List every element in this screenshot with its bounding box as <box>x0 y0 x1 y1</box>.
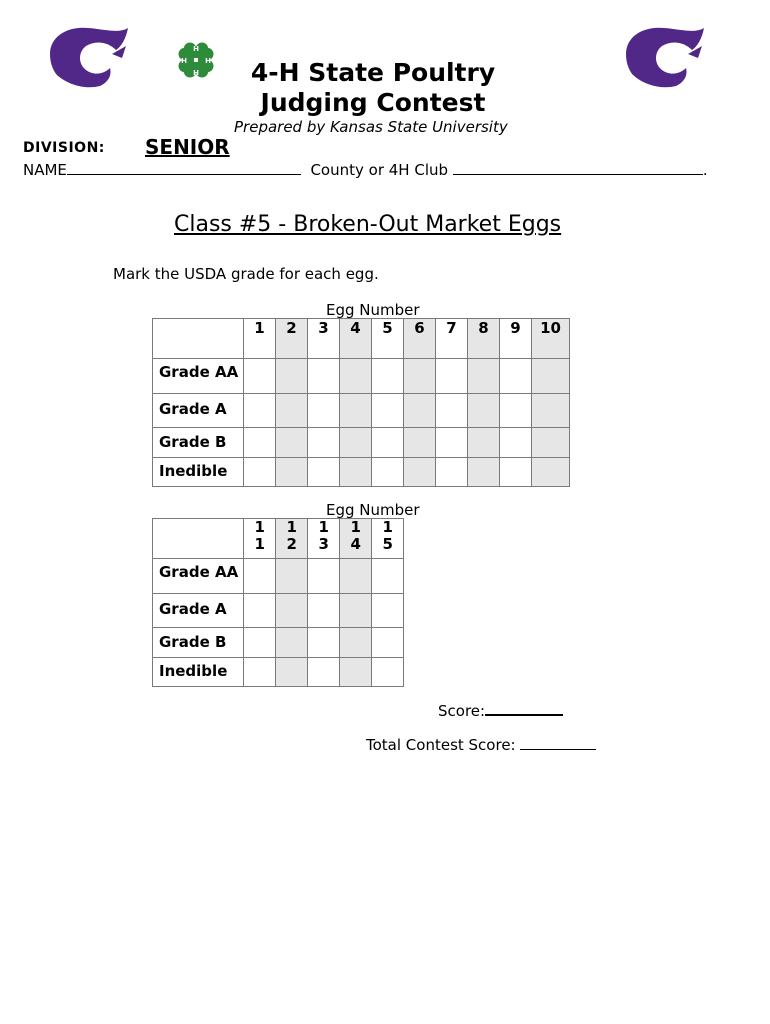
mark-cell[interactable] <box>244 359 276 394</box>
grade-label: Grade A <box>153 394 244 428</box>
grade-row <box>153 458 570 487</box>
score-blank[interactable] <box>485 700 563 716</box>
mark-cell[interactable] <box>244 428 276 458</box>
grade-row <box>153 628 404 658</box>
egg-number: 10 <box>532 319 570 359</box>
mark-cell[interactable] <box>276 559 308 594</box>
egg-number: 8 <box>468 319 500 359</box>
mark-cell[interactable] <box>244 658 276 687</box>
grade-label: Grade B <box>153 428 244 458</box>
mark-cell[interactable] <box>340 359 372 394</box>
mark-cell[interactable] <box>468 394 500 428</box>
mark-cell[interactable] <box>340 658 372 687</box>
mark-cell[interactable] <box>468 428 500 458</box>
egg-number: 15 <box>372 519 404 559</box>
egg-number: 5 <box>372 319 404 359</box>
svg-text:H: H <box>193 45 199 53</box>
mark-cell[interactable] <box>372 359 404 394</box>
mark-cell[interactable] <box>308 594 340 628</box>
county-blank[interactable] <box>453 160 703 175</box>
mark-cell[interactable] <box>308 359 340 394</box>
mark-cell[interactable] <box>276 628 308 658</box>
mark-cell[interactable] <box>244 394 276 428</box>
mark-cell[interactable] <box>468 359 500 394</box>
mark-cell[interactable] <box>468 458 500 487</box>
grade-label: Inedible <box>153 658 244 687</box>
mark-cell[interactable] <box>340 394 372 428</box>
mark-cell[interactable] <box>340 628 372 658</box>
name-blank[interactable] <box>67 160 301 175</box>
egg-number: 1 <box>244 319 276 359</box>
mark-cell[interactable] <box>372 594 404 628</box>
name-label: NAME <box>23 161 67 179</box>
mark-cell[interactable] <box>244 559 276 594</box>
mark-cell[interactable] <box>500 359 532 394</box>
score-line <box>438 700 563 720</box>
instructions: Mark the USDA grade for each egg. <box>113 265 379 283</box>
mark-cell[interactable] <box>404 359 436 394</box>
grade-label: Grade AA <box>153 559 244 594</box>
egg-number: 7 <box>436 319 468 359</box>
corner-cell <box>153 519 244 559</box>
grade-row <box>153 359 570 394</box>
grade-row <box>153 394 570 428</box>
mark-cell[interactable] <box>340 428 372 458</box>
total-score-blank[interactable] <box>520 735 596 750</box>
mark-cell[interactable] <box>372 559 404 594</box>
mark-cell[interactable] <box>404 394 436 428</box>
mark-cell[interactable] <box>500 394 532 428</box>
mark-cell[interactable] <box>500 458 532 487</box>
egg-number-row <box>153 319 570 359</box>
mark-cell[interactable] <box>340 559 372 594</box>
mark-cell[interactable] <box>436 394 468 428</box>
egg-number: 6 <box>404 319 436 359</box>
mark-cell[interactable] <box>276 458 308 487</box>
mark-cell[interactable] <box>276 359 308 394</box>
mark-cell[interactable] <box>308 394 340 428</box>
mark-cell[interactable] <box>308 628 340 658</box>
mark-cell[interactable] <box>308 428 340 458</box>
mark-cell[interactable] <box>244 594 276 628</box>
mark-cell[interactable] <box>308 658 340 687</box>
svg-text:H: H <box>193 69 199 77</box>
total-score-line <box>366 735 596 754</box>
mark-cell[interactable] <box>372 428 404 458</box>
mark-cell[interactable] <box>244 628 276 658</box>
egg-number: 4 <box>340 319 372 359</box>
egg-number: 9 <box>500 319 532 359</box>
svg-text:H: H <box>205 57 211 65</box>
mark-cell[interactable] <box>500 428 532 458</box>
mark-cell[interactable] <box>404 428 436 458</box>
mark-cell[interactable] <box>532 428 570 458</box>
corner-cell <box>153 319 244 359</box>
class-title: Class #5 - Broken-Out Market Eggs <box>174 212 562 237</box>
mark-cell[interactable] <box>436 428 468 458</box>
score-label: Score: <box>438 702 486 720</box>
trailing-mark: . <box>702 161 708 179</box>
grade-label: Inedible <box>153 458 244 487</box>
mark-cell[interactable] <box>372 658 404 687</box>
page-subtitle: Prepared by Kansas State University <box>234 118 508 136</box>
egg-number-row <box>153 519 404 559</box>
county-label: County or 4H Club <box>310 161 449 179</box>
mark-cell[interactable] <box>532 394 570 428</box>
mark-cell[interactable] <box>436 359 468 394</box>
mark-cell[interactable] <box>404 458 436 487</box>
mark-cell[interactable] <box>340 594 372 628</box>
grade-table-2 <box>152 518 404 687</box>
egg-number-label-2: Egg Number <box>326 501 420 519</box>
mark-cell[interactable] <box>340 458 372 487</box>
egg-number: 2 <box>276 319 308 359</box>
mark-cell[interactable] <box>244 458 276 487</box>
mark-cell[interactable] <box>308 458 340 487</box>
grade-row <box>153 428 570 458</box>
mark-cell[interactable] <box>532 458 570 487</box>
svg-text:H: H <box>181 57 187 65</box>
grade-table-1 <box>152 318 570 487</box>
mark-cell[interactable] <box>276 428 308 458</box>
mark-cell[interactable] <box>372 458 404 487</box>
division-label: DIVISION: <box>23 140 105 156</box>
name-county-line <box>23 160 708 179</box>
mark-cell[interactable] <box>436 458 468 487</box>
mark-cell[interactable] <box>532 359 570 394</box>
mark-cell[interactable] <box>276 658 308 687</box>
grade-label: Grade AA <box>153 359 244 394</box>
mark-cell[interactable] <box>276 594 308 628</box>
grade-label: Grade B <box>153 628 244 658</box>
egg-number: 13 <box>308 519 340 559</box>
mark-cell[interactable] <box>276 394 308 428</box>
egg-number: 11 <box>244 519 276 559</box>
egg-number: 12 <box>276 519 308 559</box>
kstate-wildcat-logo-left <box>48 24 130 88</box>
grade-row <box>153 658 404 687</box>
grade-row <box>153 559 404 594</box>
page-title: 4-H State Poultry Judging Contest <box>250 58 496 117</box>
egg-number-label-1: Egg Number <box>326 301 420 319</box>
mark-cell[interactable] <box>372 394 404 428</box>
mark-cell[interactable] <box>308 559 340 594</box>
grade-label: Grade A <box>153 594 244 628</box>
egg-number: 14 <box>340 519 372 559</box>
grade-row <box>153 594 404 628</box>
kstate-wildcat-logo-right <box>624 24 706 88</box>
total-score-label: Total Contest Score: <box>366 736 516 754</box>
egg-number: 3 <box>308 319 340 359</box>
division-value: SENIOR <box>145 135 230 159</box>
mark-cell[interactable] <box>372 628 404 658</box>
